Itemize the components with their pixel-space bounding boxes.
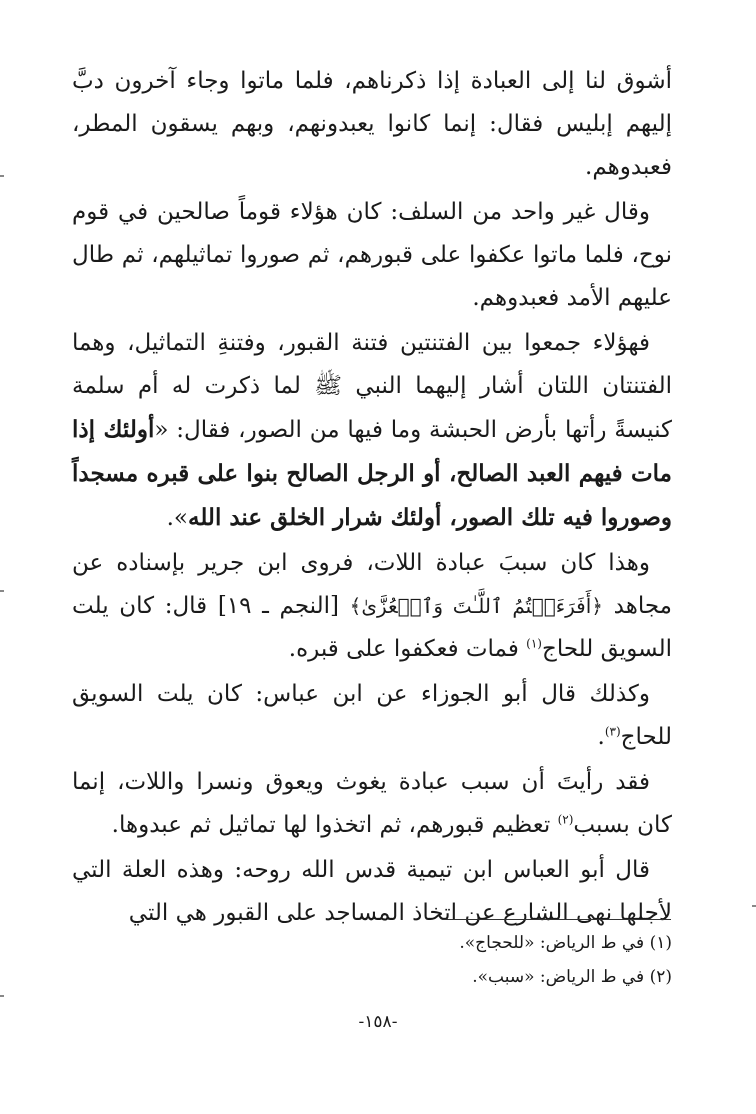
paragraph-4 [72,542,672,671]
page-body [72,60,672,937]
page-number: -١٥٨- [358,1012,398,1032]
paragraph-7: قال أبو العباس ابن تيمية قدس الله روحه: وهذه العلة التي لأجلها نهى الشارع عن اتخاذ المساجد على القبور هي التي [72,857,672,926]
paragraph-2: وقال غير واحد من السلف: كان هؤلاء قوماً صالحين في قوم نوح، فلما ماتوا عكفوا على قبورهم، ثم صوروا تماثيلهم، ثم طال عليهم الأمد فعبدوهم. [72,199,672,311]
scan-edge-mark [0,590,4,592]
scan-edge-mark [752,905,756,907]
footnotes [80,926,672,994]
footnote-2: (٢) في ط الرياض: «سبب». [472,967,672,987]
paragraph-3 [72,322,672,540]
paragraph-3-text: فهؤلاء جمعوا بين الفتنتين فتنة القبور، وفتنةِ التماثيل، وهما الفتنتان اللتان أشار إليهما النبي ﷺ لما ذكرت له أم سلمة كنيسةً رأتها بأرض الحبشة وما فيها من الصور، فقال: « [72,330,673,443]
paragraph-5-end: . [597,724,605,750]
hadith-quote: أولئك إذا مات فيهم العبد الصالح، أو الرجل الصالح بنوا على قبره مسجداً وصوروا فيه تلك الصور، أولئك شرار الخلق عند الله [72,416,672,531]
scan-edge-mark [0,995,4,997]
footnote-marker-3: (٣) [604,724,621,739]
paragraph-6 [72,761,672,847]
quran-verse: ﴿أَفَرَءَيۡتُمُ ٱللَّـٰتَ وَٱلۡعُزَّىٰ﴾ [349,594,603,618]
footnote-marker-2: (٢) [557,812,574,827]
paragraph-1: أشوق لنا إلى العبادة إذا ذكرناهم، فلما ماتوا وجاء آخرون دبَّ إليهم إبليس فقال: إنما كانوا يعبدونهم، وبهم يسقون المطر، فعبدوهم. [72,68,672,180]
paragraph-4-reference: [النجم ـ ١٩] قال: كان يلت السويق للحاج [72,593,672,662]
footnote-1: (١) في ط الرياض: «للحجاج». [459,933,672,953]
paragraph-4-text: وهذا كان سببَ عبادة اللات، فروى ابن جرير بإسناده عن مجاهد [72,550,672,619]
footnote-marker-1: (١) [526,636,542,651]
paragraph-6-end: تعظيم قبورهم، ثم اتخذوا لها تماثيل ثم عبدوها. [111,812,558,838]
paragraph-5-text: وكذلك قال أبو الجوزاء عن ابن عباس: كان يلت السويق للحاج [72,681,672,750]
paragraph-3-end: ». [166,505,188,531]
paragraph-4-end: فمات فعكفوا على قبره. [288,636,527,662]
paragraph-5 [72,673,672,759]
footnote-divider [443,919,671,920]
scan-edge-mark [0,175,4,177]
paragraph-6-text: فقد رأيتَ أن سبب عبادة يغوث ويعوق ونسرا واللات، إنما كان بسبب [72,769,672,838]
